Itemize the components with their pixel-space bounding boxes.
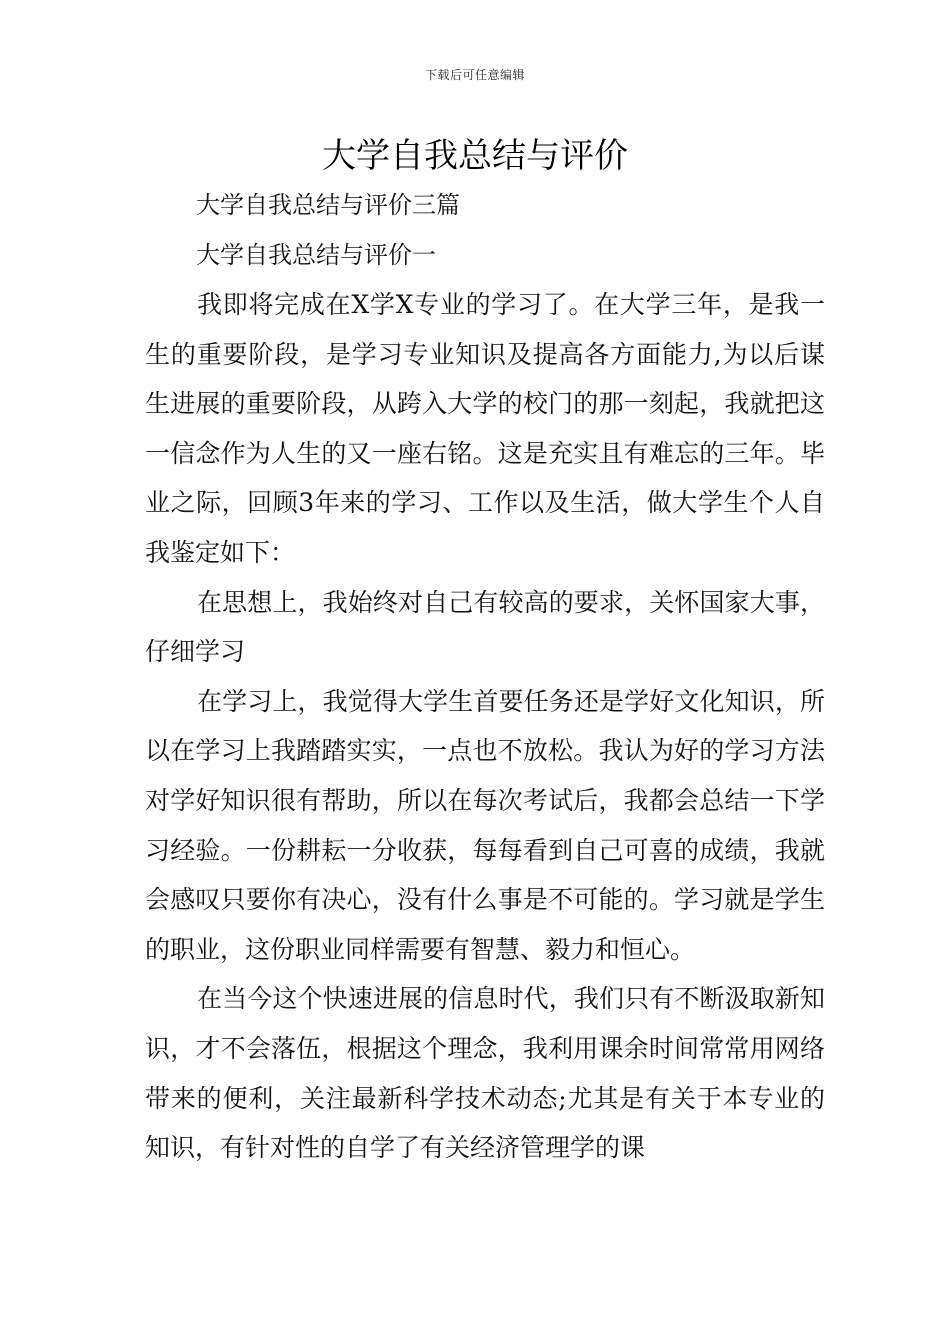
paragraph-intro: 我即将完成在X学X专业的学习了。在大学三年，是我一生的重要阶段，是学习专业知识及提高各方面能力,为以后谋生进展的重要阶段，从跨入大学的校门的那一刻起，我就把这一信念作为人生的又一座右铭。这是充实且有难忘的三年。毕业之际，回顾3年来的学习、工作以及生活，做大学生个人自我鉴定如下： xyxy=(145,290,825,567)
subheading-part-one: 大学自我总结与评价一 xyxy=(196,241,436,269)
document-title: 大学自我总结与评价 xyxy=(322,136,628,176)
header-note: 下载后可任意编辑 xyxy=(424,68,525,82)
paragraph-study: 在学习上，我觉得大学生首要任务还是学好文化知识，所以在学习上我踏踏实实，一点也不放松。我认为好的学习方法对学好知识很有帮助，所以在每次考试后，我都会总结一下学习经验。一份耕耘一分收获，每每看到自己可喜的成绩，我就会感叹只要你有决心，没有什么事是不可能的。学习就是学生的职业，这份职业同样需要有智慧、毅力和恒心。 xyxy=(145,686,825,964)
document-body xyxy=(145,280,825,1173)
subheading-collection: 大学自我总结与评价三篇 xyxy=(196,191,460,219)
paragraph-information-age: 在当今这个快速进展的信息时代，我们只有不断汲取新知识，才不会落伍，根据这个理念，我利用课余时间常常用网络带来的便利，关注最新科学技术动态;尤其是有关于本专业的知识，有针对性的自学了有关经济管理学的课 xyxy=(145,984,825,1163)
paragraph-thought: 在思想上，我始终对自己有较高的要求，关怀国家大事，仔细学习 xyxy=(145,587,825,667)
